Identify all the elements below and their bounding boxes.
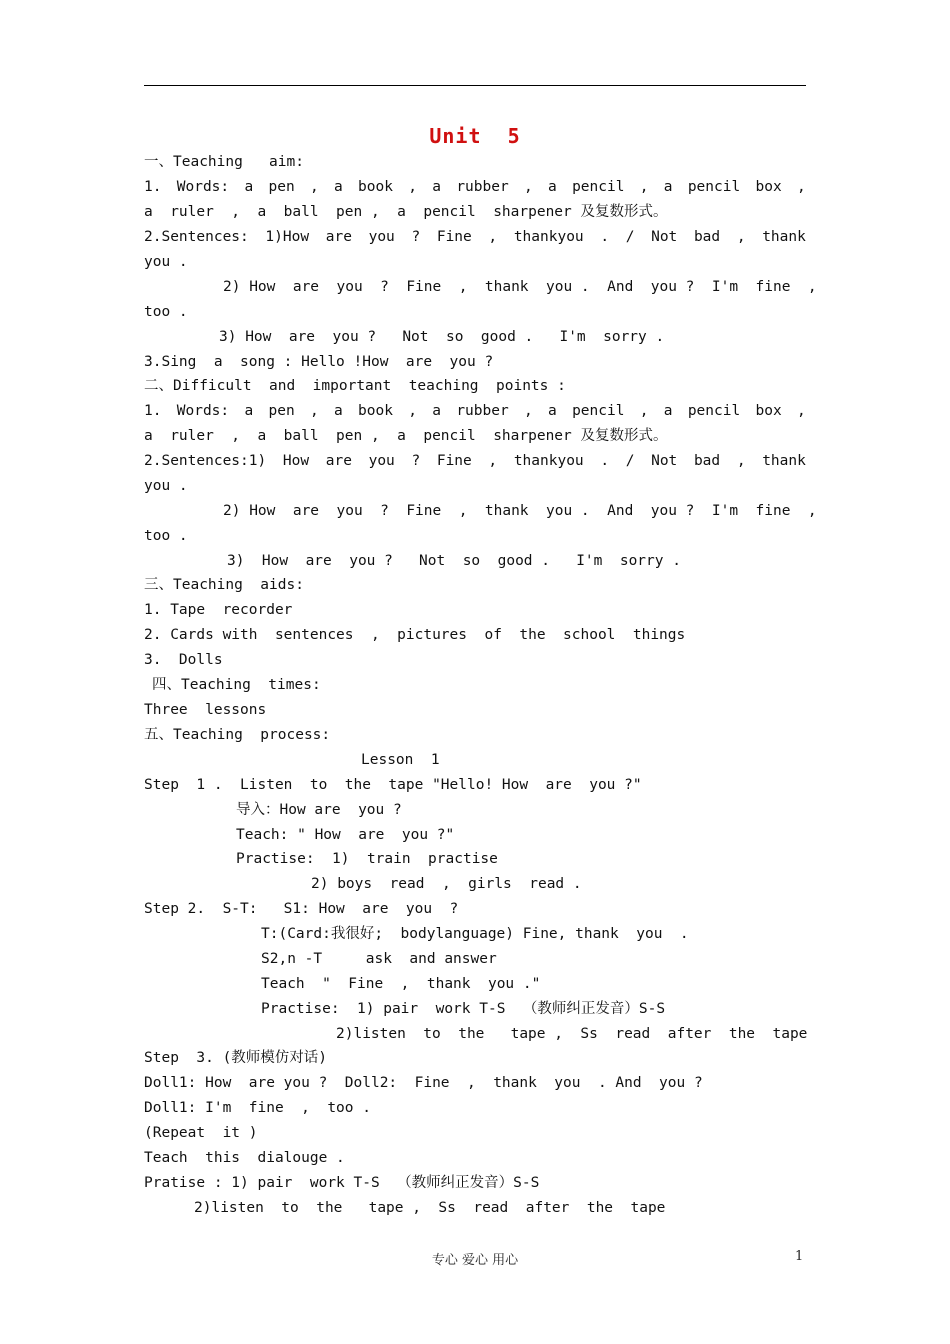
word-token: a xyxy=(432,403,442,419)
section-heading-process: 五、Teaching process: xyxy=(144,727,331,743)
section-heading-aim: 一、Teaching aim: xyxy=(144,154,304,170)
word-token: book xyxy=(358,179,393,195)
lesson-heading: Lesson 1 xyxy=(361,752,440,768)
word-token: 2.Sentences: xyxy=(144,229,249,245)
word-token: , xyxy=(524,179,533,195)
word-token: box xyxy=(755,403,782,419)
word-token: . xyxy=(600,453,610,469)
points-words-continued: a ruler , a ball pen , a pencil sharpener 及复数形式。 xyxy=(144,428,668,444)
word-token: , xyxy=(736,229,746,245)
text-line: 导入：How are you ? xyxy=(236,802,402,818)
text-line: 3. Dolls xyxy=(144,652,223,668)
text-line: 3.Sing a song : Hello !How are you ? xyxy=(144,354,494,370)
word-token: , xyxy=(408,403,417,419)
text-line: Three lessons xyxy=(144,702,267,718)
word-token: a xyxy=(548,403,557,419)
points-words-line xyxy=(144,401,806,421)
word-token: ? xyxy=(411,229,421,245)
word-token: bad xyxy=(693,453,721,469)
word-token: Fine xyxy=(436,229,472,245)
word-token: , xyxy=(309,179,319,195)
text-line: Practise: 1) train practise xyxy=(236,851,498,867)
word-token: thankyou xyxy=(513,453,584,469)
word-token: , xyxy=(797,403,806,419)
text-line: 3) How are you ? Not so good . I'm sorry . xyxy=(227,553,681,569)
word-token: 1. xyxy=(144,403,162,419)
text-line: Doll1: I'm fine , too . xyxy=(144,1100,371,1116)
word-token: pen xyxy=(268,403,295,419)
word-token: a xyxy=(244,179,254,195)
word-token: / xyxy=(625,229,635,245)
text-line: you . xyxy=(144,254,188,270)
text-line: 2) How are you ? Fine , thank you . And you ? I'm fine , xyxy=(223,279,817,295)
word-token: a xyxy=(548,179,557,195)
section-heading-times: 四、Teaching times: xyxy=(152,677,321,693)
word-token: , xyxy=(309,403,319,419)
text-line: 2) boys read , girls read . xyxy=(311,876,582,892)
word-token: / xyxy=(625,453,635,469)
text-line: 3) How are you ? Not so good . I'm sorry . xyxy=(219,329,665,345)
page-title: Unit 5 xyxy=(429,124,521,148)
page-footer: 专心 爱心 用心 xyxy=(431,1253,519,1268)
word-token: thank xyxy=(762,453,806,469)
word-token: a xyxy=(663,179,673,195)
text-line: (Repeat it ) xyxy=(144,1125,258,1141)
text-line: Doll1: How are you ? Doll2: Fine , thank you . And you ? xyxy=(144,1075,703,1091)
text-line: Teach this dialouge . xyxy=(144,1150,345,1166)
word-token: bad xyxy=(693,229,721,245)
text-line: 2)listen to the tape , Ss read after the tape xyxy=(336,1026,808,1042)
word-token: rubber xyxy=(456,403,509,419)
word-token: thank xyxy=(762,229,806,245)
word-token: , xyxy=(408,179,417,195)
word-token: thankyou xyxy=(513,229,584,245)
text-line: 2. Cards with sentences , pictures of the school things xyxy=(144,627,686,643)
word-token: , xyxy=(488,229,498,245)
word-token: a xyxy=(244,403,254,419)
aim-sentences-line xyxy=(144,227,806,247)
word-token: , xyxy=(639,403,649,419)
word-token: 1. xyxy=(144,179,162,195)
text-line: Step 1 . Listen to the tape "Hello! How are you ?" xyxy=(144,777,642,793)
word-token: book xyxy=(358,403,393,419)
word-token: a xyxy=(432,179,442,195)
word-token: you xyxy=(368,229,395,245)
text-line: 1. Tape recorder xyxy=(144,602,293,618)
word-token: , xyxy=(797,179,806,195)
word-token: pencil xyxy=(572,179,625,195)
word-token: Not xyxy=(651,453,678,469)
word-token: are xyxy=(325,453,352,469)
word-token: How xyxy=(282,453,310,469)
word-token: a xyxy=(334,179,343,195)
word-token: ? xyxy=(411,453,421,469)
text-line: S2,n -T ask and answer xyxy=(261,951,497,967)
page-number: 1 xyxy=(795,1249,804,1264)
text-line: T:(Card:我很好; bodylanguage) Fine, thank you . xyxy=(261,926,689,942)
text-line: Teach: " How are you ?" xyxy=(236,827,455,843)
word-token: box xyxy=(755,179,782,195)
section-heading-points: 二、Difficult and important teaching points : xyxy=(144,378,566,394)
section-heading-aids: 三、Teaching aids: xyxy=(144,577,304,593)
text-line: too . xyxy=(144,528,188,544)
text-line: Step 3. (教师模仿对话) xyxy=(144,1050,328,1066)
aim-words-line xyxy=(144,177,806,197)
word-token: . xyxy=(600,229,610,245)
word-token: , xyxy=(736,453,746,469)
text-line: 2) How are you ? Fine , thank you . And you ? I'm fine , xyxy=(223,503,817,519)
text-line: Teach " Fine , thank you ." xyxy=(261,976,541,992)
word-token: are xyxy=(325,229,352,245)
word-token: Words: xyxy=(176,179,230,195)
word-token: pencil xyxy=(687,403,741,419)
word-token: you xyxy=(368,453,395,469)
word-token: pencil xyxy=(687,179,741,195)
word-token: 1)How xyxy=(265,229,310,245)
word-token: 2.Sentences:1) xyxy=(144,453,267,469)
text-line: too . xyxy=(144,304,188,320)
word-token: , xyxy=(639,179,649,195)
text-line: Practise: 1) pair work T-S （教师纠正发音）S-S xyxy=(261,1001,666,1017)
word-token: rubber xyxy=(456,179,509,195)
word-token: , xyxy=(524,403,533,419)
word-token: pencil xyxy=(572,403,625,419)
word-token: pen xyxy=(268,179,295,195)
header-rule xyxy=(144,85,806,86)
text-line: Step 2. S-T: S1: How are you ? xyxy=(144,901,459,917)
text-line: 2)listen to the tape , Ss read after the tape xyxy=(194,1200,666,1216)
word-token: , xyxy=(488,453,498,469)
word-token: Fine xyxy=(436,453,472,469)
points-sentences-line xyxy=(144,451,806,471)
text-line: you . xyxy=(144,478,188,494)
word-token: Not xyxy=(651,229,678,245)
text-line: Pratise : 1) pair work T-S （教师纠正发音）S-S xyxy=(144,1175,540,1191)
word-token: a xyxy=(334,403,343,419)
word-token: a xyxy=(663,403,673,419)
aim-words-continued: a ruler , a ball pen , a pencil sharpener 及复数形式。 xyxy=(144,204,668,220)
word-token: Words: xyxy=(176,403,230,419)
